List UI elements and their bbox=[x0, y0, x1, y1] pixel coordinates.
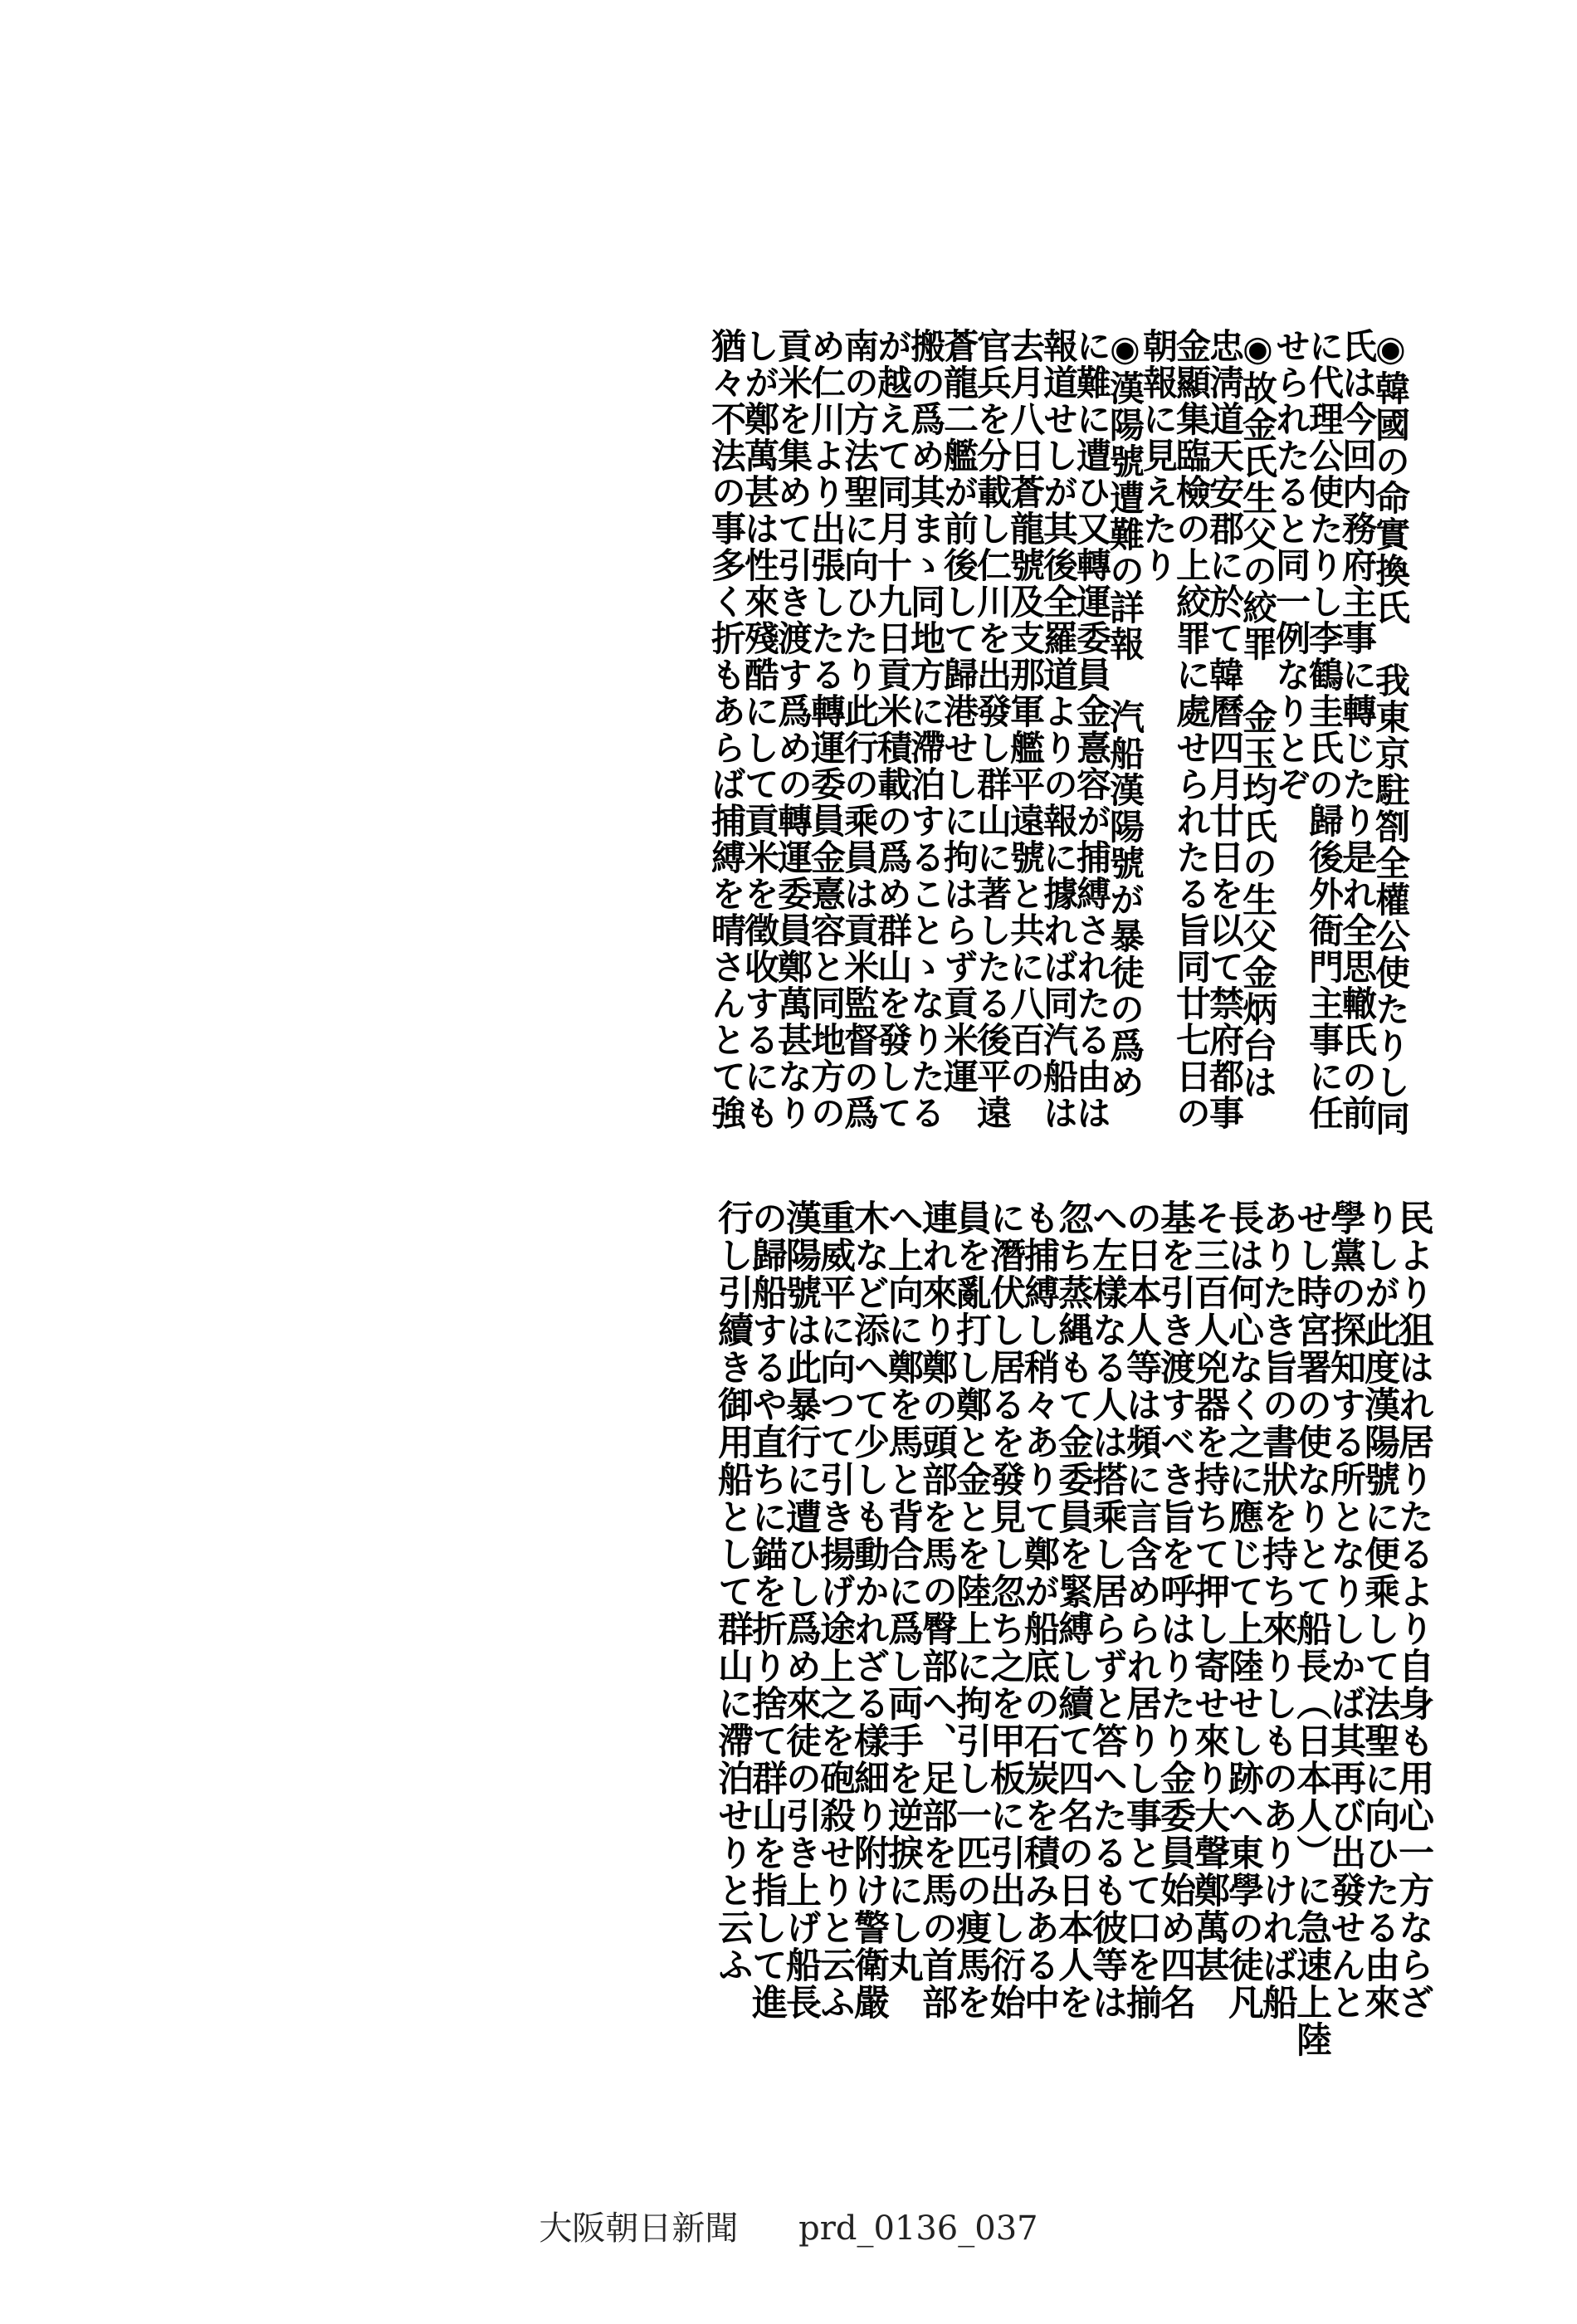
text-column: そ三百人兇器を持ちて押し寄せ來り大聲鄭萬甚 bbox=[1189, 1199, 1230, 1984]
text-column: 金顯集臨檢の上絞罪に處せられたる旨同廿七日の bbox=[1171, 328, 1212, 1131]
text-column: 員を亂打し鄭と金とを陸上に拘引し一匹の痩馬を bbox=[950, 1199, 992, 2021]
text-column: へ左樣なる人は搭乘し居らずと答へたるも彼等は bbox=[1086, 1199, 1128, 2021]
text-column: 氏は今回内務府主事に轉じたり是れ全思轍氏の前 bbox=[1337, 328, 1378, 1131]
text-column: しが鄭萬甚は性來殘酷にして貢米を徵收するにも bbox=[740, 328, 780, 1131]
text-column: 搬の爲め其まゝ同地方に滯泊することゝなりたる bbox=[906, 328, 946, 1131]
text-column: ◉故金氏生父の絞罪 金玉均氏の生父金炳台は bbox=[1238, 328, 1278, 1101]
text-column: 學黨の探知する所となりしかば其再び出發せんと bbox=[1325, 1199, 1366, 2021]
text-column: 朝報に見えたり bbox=[1138, 328, 1179, 583]
text-column: が越えて同月十九日貢米積載の爲め群山を發して bbox=[872, 328, 913, 1131]
text-column: の歸船するや直ちに錨を折り捨て群山を指して進 bbox=[746, 1199, 788, 2021]
text-column: 民より狙はれ居りたるより自身も用心一方ならざ bbox=[1393, 1199, 1434, 2021]
text-column: へ上向に鄭を馬と背合に爲し両手を逆捩にし丸 bbox=[882, 1199, 924, 1984]
text-column: 官兵を分載し仁川を出發し群山に著したる後平遠 bbox=[972, 328, 1013, 1131]
article-block-bottom bbox=[214, 1199, 1434, 2058]
text-column: 長は何心なく之に應じて上陸せし跡へ東學の徒凡 bbox=[1223, 1199, 1264, 2021]
text-column: 南の方法聖に向ひたり此行の乘員は貢米監督の爲 bbox=[839, 328, 880, 1131]
text-column: ◉漢陽號遭難の詳報 汽船漢陽號が暴徒の爲め bbox=[1105, 328, 1145, 1101]
text-column: に難に遭ひ又轉運委員金憙容が捕縛されたる由は bbox=[1072, 328, 1112, 1131]
text-column: め仁川より出張したる轉運委員金憙容と同地方の bbox=[806, 328, 847, 1131]
text-column: 忽ち蒸縄もて金委員を緊縛し續て四名の日本人を bbox=[1052, 1199, 1094, 2021]
text-column: 連れ來り鄭の頭部を馬の臀部へ、足部を馬の首部 bbox=[916, 1199, 958, 2021]
text-column: に代理公使たりし李鶴圭氏の歸後外衙門主事に任 bbox=[1304, 328, 1345, 1131]
text-column: 漢陽號は此暴行に遭ひし爲め來徒の引き上げ船長 bbox=[780, 1199, 822, 2021]
text-column: の日本人等は頻に言含められ居りし事とて口を揃 bbox=[1120, 1199, 1162, 2021]
text-column: 報道せしが其後全羅道よりの報に據れば同汽船は bbox=[1038, 328, 1079, 1131]
page-id: prd_0136_037 bbox=[798, 2209, 1038, 2248]
text-column: 貢米を集めて引き渡す爲めの轉運委員鄭萬甚なり bbox=[773, 328, 813, 1131]
text-column: も捕縛し稍々ありて鄭が船底の石炭を積みある中 bbox=[1018, 1199, 1060, 2021]
text-column: 行し引續き御用船として群山に滯泊せりと云ふ bbox=[712, 1199, 754, 1984]
text-column: 基を引き渡すべき旨を呼はりたり金委員始め四名 bbox=[1155, 1199, 1196, 2021]
newspaper-name: 大阪朝日新聞 bbox=[539, 2209, 739, 2248]
text-column: ありたき旨の書狀を持ち來りしものありければ船 bbox=[1257, 1199, 1298, 2021]
text-column: りしが此度漢陽號に便乘して法聖に向ひたる由來 bbox=[1359, 1199, 1400, 2021]
text-column: 猶々不法の事多く折もあらば捕縛を晴さんとて強 bbox=[706, 328, 747, 1131]
text-column: せられたると同一例なりとぞ bbox=[1271, 328, 1311, 803]
text-column: 蒼龍二艦が前後して歸港せしに拘はらず貢米運 bbox=[939, 328, 979, 1095]
text-column: せし時宮署の使なりとて船長（日本人）に急速上陸 bbox=[1291, 1199, 1332, 2058]
text-column: に潛伏し居るを發見し忽ち之を甲板に引出し衍始 bbox=[984, 1199, 1026, 2021]
text-column: 重威平に向つて引き揚げ途上之を砲殺せりと云ふ bbox=[814, 1199, 856, 2021]
article-block-top bbox=[170, 328, 1411, 1137]
text-column: 去月八日蒼龍號及支那軍艦平遠號と共に八百の bbox=[1005, 328, 1046, 1095]
text-column: 木など添へて少しも動かれざる樣細り附け警衛嚴 bbox=[848, 1199, 890, 2021]
text-column: ◉韓國の命實換氏 我東京駐劄全權公使たりし同 bbox=[1370, 328, 1411, 1137]
page-caption bbox=[0, 2202, 1577, 2249]
text-column: 忠淸道天安郡に於て韓曆四月廿日を以て禁府都事 bbox=[1204, 328, 1245, 1131]
